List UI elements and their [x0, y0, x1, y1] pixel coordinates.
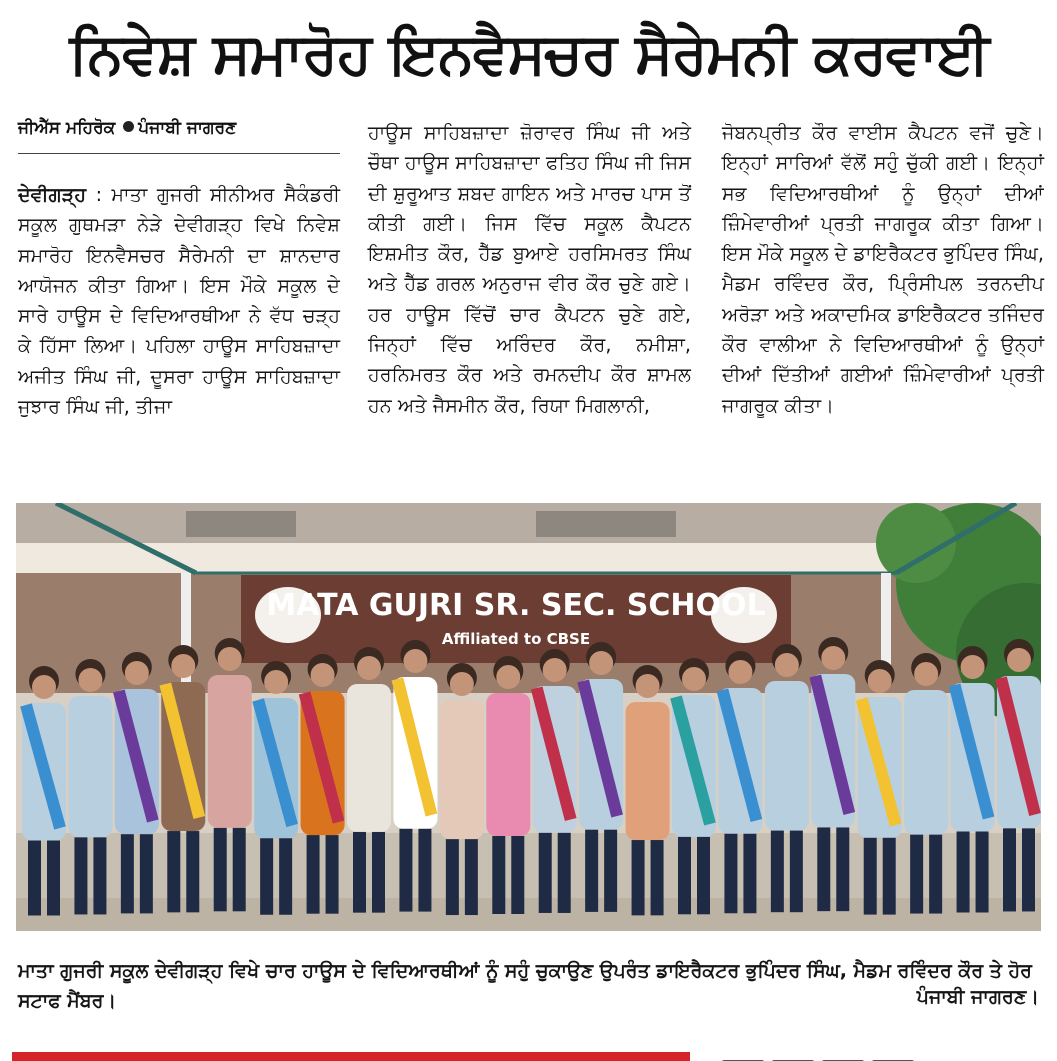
group-photo — [16, 503, 1041, 931]
photo-caption: ਮਾਤਾ ਗੁਜਰੀ ਸਕੂਲ ਦੇਵੀਗੜ੍ਹ ਵਿਖੇ ਚਾਰ ਹਾਊਸ ਦੇ ਵਿਦਿਆਰਥੀਆਂ ਨੂੰ ਸਹੁੰ ਚੁਕਾਉਣ ਉਪਰੰਤ ਡਾਇਰੈਕਟਰ ਭੁਪਿੰਦਰ ਸਿੰਘ, ਮੈਡਮ ਰਵਿੰਦਰ ਕੌਰ ਤੇ ਹੋਰ ਸਟਾਫ ਮੈਂਬਰ। — [18, 960, 1032, 1012]
article-column-1-text: : ਮਾਤਾ ਗੁਜਰੀ ਸੀਨੀਅਰ ਸੈਕੰਡਰੀ ਸਕੂਲ ਗੁਥਮੜਾ ਨੇੜੇ ਦੇਵੀਗੜ੍ਹ ਵਿਖੇ ਨਿਵੇਸ਼ ਸਮਾਰੋਹ ਇਨਵੈਸਚਰ ਸੈਰੇਮਨੀ ਦਾ ਸ਼ਾਨਦਾਰ ਆਯੋਜਨ ਕੀਤਾ ਗਿਆ। ਇਸ ਮੌਕੇ ਸਕੂਲ ਦੇ ਸਾਰੇ ਹਾਊਸ ਦੇ ਵਿਦਿਆਰਥੀਆ ਨੇ ਵੱਧ ਚੜ੍ਹ ਕੇ ਹਿੱਸਾ ਲਿਆ। ਪਹਿਲਾ ਹਾਊਸ ਸਾਹਿਬਜ਼ਾਦਾ ਅਜੀਤ ਸਿੰਘ ਜੀ, ਦੂਸਰਾ ਹਾਊਸ ਸਾਹਿਬਜ਼ਾਦਾ ਜੁਝਾਰ ਸਿੰਘ ਜੀ, ਤੀਜਾ — [18, 183, 340, 419]
next-article-edge — [722, 1050, 1044, 1061]
photo-credit: ਪੰਜਾਬੀ ਜਾਗਰਣ। — [916, 986, 1039, 1008]
article-column-2: ਹਾਊਸ ਸਾਹਿਬਜ਼ਾਦਾ ਜ਼ੋਰਾਵਰ ਸਿੰਘ ਜੀ ਅਤੇ ਚੌਥਾ ਹਾਊਸ ਸਾਹਿਬਜ਼ਾਦਾ ਫਤਿਹ ਸਿੰਘ ਜੀ ਜਿਸ ਦੀ ਸ਼ੁਰੂਆਤ ਸ਼ਬਦ ਗਾਇਨ ਅਤੇ ਮਾਰਚ ਪਾਸ ਤੋਂ ਕੀਤੀ ਗਈ। ਜਿਸ ਵਿੱਚ ਸਕੂਲ ਕੈਪਟਨ ਇਸ਼ਮੀਤ ਕੌਰ, ਹੈੱਡ ਬੁਆਏ ਹਰਸਿਮਰਤ ਸਿੰਘ ਅਤੇ ਹੈੱਡ ਗਰਲ ਅਨੁਰਾਜ ਵੀਰ ਕੌਰ ਚੁਣੇ ਗਏ। ਹਰ ਹਾਊਸ ਵਿੱਚੋਂ ਚਾਰ ਕੈਪਟਨ ਚੁਣੇ ਗਏ, ਜਿਨ੍ਹਾਂ ਵਿੱਚ ਅਰਿੰਦਰ ਕੌਰ, ਨਮੀਸ਼ਾ, ਹਰਨਿਮਰਤ ਕੌਰ ਅਤੇ ਰਮਨਦੀਪ ਕੌਰ ਸ਼ਾਮਲ ਹਨ ਅਤੇ ਜੈਸਮੀਨ ਕੌਰ, ਰਿਯਾ ਮਿਗਲਾਨੀ, — [368, 121, 691, 417]
article-column-1 — [18, 180, 340, 422]
dateline: ਦੇਵੀਗੜ੍ਹ — [18, 183, 87, 206]
article-column-3: ਜੋਬਨਪ੍ਰੀਤ ਕੌਰ ਵਾਈਸ ਕੈਪਟਨ ਵਜੋਂ ਚੁਣੇ। ਇਨ੍ਹਾਂ ਸਾਰਿਆਂ ਵੱਲੋਂ ਸਹੁੰ ਚੁੱਕੀ ਗਈ। ਇਨ੍ਹਾਂ ਸਭ ਵਿਦਿਆਰਥੀਆਂ ਨੂੰ ਉਨ੍ਹਾਂ ਦੀਆਂ ਜ਼ਿੰਮੇਵਾਰੀਆਂ ਪ੍ਰਤੀ ਜਾਗਰੂਕ ਕੀਤਾ ਗਿਆ। ਇਸ ਮੌਕੇ ਸਕੂਲ ਦੇ ਡਾਇਰੈਕਟਰ ਭੁਪਿੰਦਰ ਸਿੰਘ, ਮੈਡਮ ਰਵਿੰਦਰ ਕੌਰ, ਪ੍ਰਿੰਸੀਪਲ ਤਰਨਦੀਪ ਅਰੋੜਾ ਅਤੇ ਅਕਾਦਮਿਕ ਡਾਇਰੈਕਟਰ ਤਜਿੰਦਰ ਕੌਰ ਵਾਲੀਆ ਨੇ ਵਿਦਿਆਰਥੀਆਂ ਨੂੰ ਉਨ੍ਹਾਂ ਦੀਆਂ ਦਿੱਤੀਆਂ ਗਈਆਂ ਜ਼ਿੰਮੇਵਾਰੀਆਂ ਪ੍ਰਤੀ ਜਾਗਰੂਕ ਕੀਤਾ। — [722, 121, 1044, 417]
byline — [18, 118, 340, 154]
banner-subtitle: Affiliated to CBSE — [441, 630, 591, 648]
newspaper-name: ਪੰਜਾਬੀ ਜਾਗਰਣ — [138, 118, 237, 138]
headline: ਨਿਵੇਸ਼ ਸਮਾਰੋਹ ਇਨਵੈਸਚਰ ਸੈਰੇਮਨੀ ਕਰਵਾਈ — [69, 20, 989, 87]
section-divider — [12, 1052, 690, 1061]
reporter-name: ਜੀਐੱਸ ਮਹਿਰੋਕ — [18, 118, 116, 138]
school-banner — [241, 575, 791, 663]
bullet-dot-icon — [123, 121, 134, 132]
banner-title: MATA GUJRI SR. SEC. SCHOOL — [266, 588, 766, 623]
